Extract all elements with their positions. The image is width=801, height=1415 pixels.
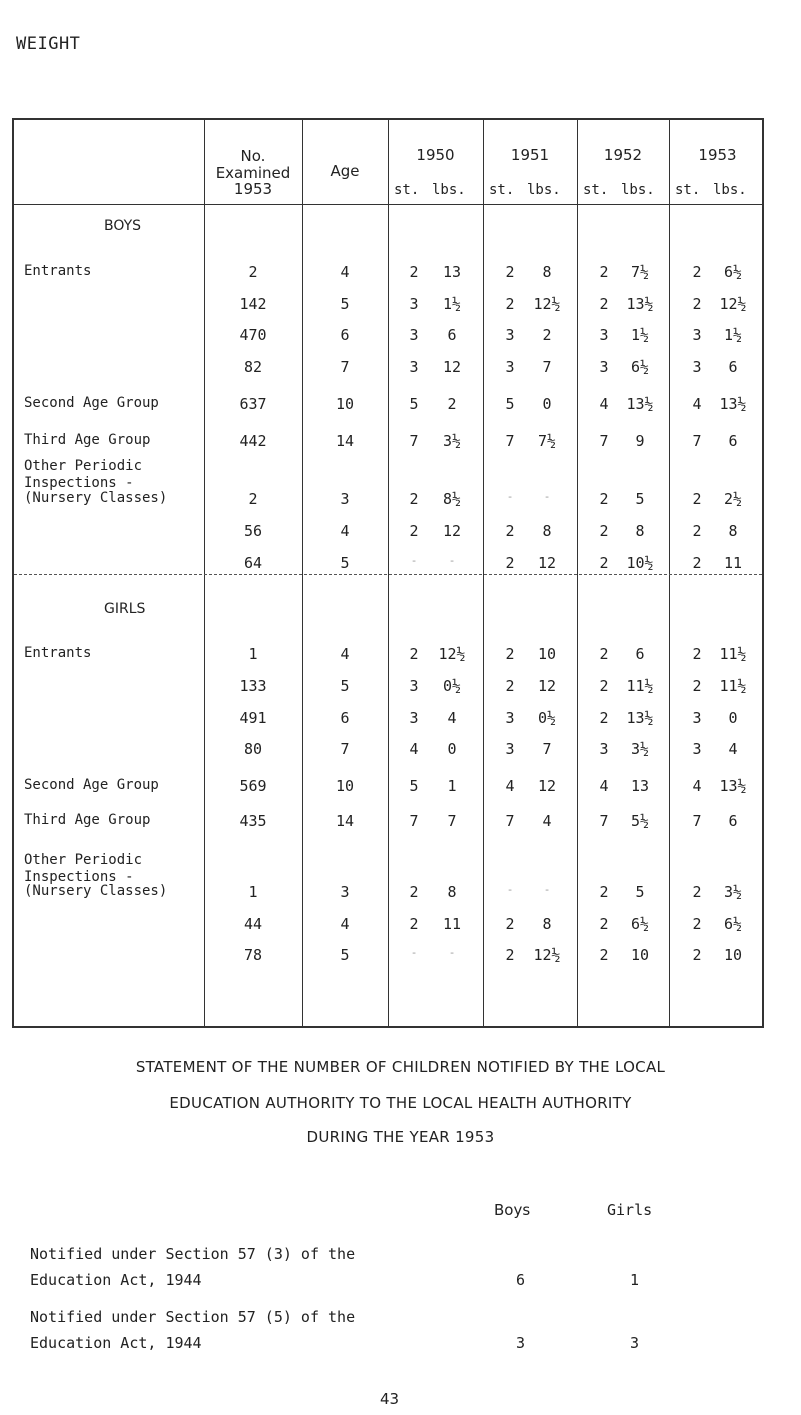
cell-pounds: 6 bbox=[635, 645, 645, 663]
cell-pounds: 6½ bbox=[723, 263, 743, 281]
row-number-examined: 1 bbox=[248, 645, 258, 663]
notify-item-2-line1: Notified under Section 57 (5) of the bbox=[30, 1308, 356, 1326]
cell-stones: 2 bbox=[505, 677, 515, 695]
cell-pounds: 8 bbox=[635, 522, 645, 540]
header-st: st. bbox=[675, 182, 701, 198]
cell-pounds: 7 bbox=[447, 812, 457, 830]
cell-pounds: 6 bbox=[728, 358, 738, 376]
section-separator bbox=[14, 574, 762, 575]
cell-pounds: 6 bbox=[447, 326, 457, 344]
cell-pounds: 6½ bbox=[723, 915, 743, 933]
row-number-examined: 470 bbox=[239, 326, 267, 344]
header-year: 1953 bbox=[698, 146, 737, 164]
cell-pounds: 1 bbox=[447, 777, 457, 795]
header-year: 1951 bbox=[510, 146, 550, 164]
cell-stones: 2 bbox=[409, 490, 419, 508]
cell-pounds: 0 bbox=[728, 709, 738, 727]
notify-item-2-girls: 3 bbox=[630, 1334, 640, 1352]
col-divider bbox=[669, 120, 670, 1026]
cell-stones: 7 bbox=[599, 432, 609, 450]
cell-pounds: 6½ bbox=[630, 358, 650, 376]
row-number-examined: 56 bbox=[243, 522, 263, 540]
cell-pounds: 12½ bbox=[533, 295, 561, 313]
row-age: 5 bbox=[340, 554, 350, 572]
cell-stones: 2 bbox=[692, 522, 702, 540]
notify-item-1-boys: 6 bbox=[516, 1271, 526, 1289]
notify-item-1-line2: Education Act, 1944 bbox=[30, 1271, 202, 1289]
cell-pounds: 12 bbox=[442, 358, 462, 376]
row-age: 3 bbox=[340, 883, 350, 901]
row-group-label: Second Age Group bbox=[24, 395, 159, 411]
cell-pounds: 12 bbox=[537, 554, 557, 572]
row-group-label: (Nursery Classes) bbox=[24, 490, 168, 506]
cell-pounds: 11½ bbox=[719, 677, 747, 695]
cell-stones: 5 bbox=[505, 395, 515, 413]
notify-item-1-girls: 1 bbox=[630, 1271, 640, 1289]
row-age: 6 bbox=[340, 326, 350, 344]
cell-pounds: 13½ bbox=[626, 295, 654, 313]
col-divider bbox=[388, 120, 389, 1026]
cell-stones: 7 bbox=[692, 812, 702, 830]
row-group-label: (Nursery Classes) bbox=[24, 883, 168, 899]
row-group-label: Third Age Group bbox=[24, 432, 151, 448]
row-group-label: Entrants bbox=[24, 645, 92, 661]
cell-stones: 2 bbox=[505, 263, 515, 281]
cell-stones: 3 bbox=[409, 295, 419, 313]
header-st: st. bbox=[489, 182, 515, 198]
row-number-examined: 1 bbox=[248, 883, 258, 901]
girls-label: GIRLS bbox=[104, 601, 146, 617]
cell-stones: 3 bbox=[409, 709, 419, 727]
row-age: 4 bbox=[340, 915, 350, 933]
cell-stones: - bbox=[410, 554, 418, 567]
cell-pounds: 2½ bbox=[723, 490, 743, 508]
cell-pounds: 0 bbox=[542, 395, 552, 413]
cell-stones: - bbox=[410, 946, 418, 959]
cell-stones: 2 bbox=[409, 522, 419, 540]
cell-stones: 3 bbox=[692, 358, 702, 376]
cell-pounds: 2 bbox=[447, 395, 457, 413]
cell-stones: 2 bbox=[692, 490, 702, 508]
header-st: st. bbox=[394, 182, 420, 198]
notify-item-2-boys: 3 bbox=[516, 1334, 526, 1352]
row-number-examined: 491 bbox=[239, 709, 267, 727]
cell-pounds: 10 bbox=[537, 645, 557, 663]
cell-stones: 2 bbox=[599, 522, 609, 540]
cell-stones: 2 bbox=[692, 645, 702, 663]
row-number-examined: 637 bbox=[239, 395, 267, 413]
cell-stones: 2 bbox=[505, 645, 515, 663]
cell-pounds: 11 bbox=[723, 554, 743, 572]
cell-pounds: 6 bbox=[728, 812, 738, 830]
cell-pounds: 6½ bbox=[630, 915, 650, 933]
header-lbs: lbs. bbox=[432, 182, 466, 198]
row-number-examined: 80 bbox=[243, 740, 263, 758]
cell-pounds: 9 bbox=[635, 432, 645, 450]
cell-stones: 2 bbox=[409, 915, 419, 933]
cell-stones: 2 bbox=[599, 295, 609, 313]
cell-stones: 2 bbox=[505, 946, 515, 964]
cell-stones: 7 bbox=[505, 812, 515, 830]
cell-pounds: 12 bbox=[537, 777, 557, 795]
cell-pounds: - bbox=[448, 554, 456, 567]
cell-pounds: 8 bbox=[542, 522, 552, 540]
cell-stones: 4 bbox=[409, 740, 419, 758]
cell-stones: 2 bbox=[505, 915, 515, 933]
row-age: 7 bbox=[340, 740, 350, 758]
cell-stones: 2 bbox=[692, 295, 702, 313]
cell-stones: 2 bbox=[599, 883, 609, 901]
cell-stones: 2 bbox=[599, 709, 609, 727]
statement-line-3: DURING THE YEAR 1953 bbox=[306, 1128, 495, 1146]
cell-stones: 4 bbox=[505, 777, 515, 795]
cell-pounds: 13½ bbox=[626, 709, 654, 727]
cell-stones: 5 bbox=[409, 777, 419, 795]
header-year: 1950 bbox=[416, 146, 455, 164]
header-lbs: lbs. bbox=[713, 182, 747, 198]
cell-stones: 7 bbox=[409, 812, 419, 830]
cell-pounds: 1½ bbox=[442, 295, 462, 313]
row-number-examined: 142 bbox=[239, 295, 267, 313]
cell-pounds: - bbox=[448, 946, 456, 959]
col-divider bbox=[483, 120, 484, 1026]
cell-pounds: 7 bbox=[542, 740, 552, 758]
cell-stones: 5 bbox=[409, 395, 419, 413]
cell-pounds: 12½ bbox=[533, 946, 561, 964]
cell-pounds: 7 bbox=[542, 358, 552, 376]
cell-stones: - bbox=[506, 883, 514, 896]
cell-pounds: 8 bbox=[542, 263, 552, 281]
cell-stones: 2 bbox=[505, 554, 515, 572]
cell-pounds: 13 bbox=[630, 777, 650, 795]
cell-stones: 2 bbox=[599, 677, 609, 695]
header-year: 1952 bbox=[603, 146, 643, 164]
cell-pounds: 5½ bbox=[630, 812, 650, 830]
cell-stones: 3 bbox=[505, 326, 515, 344]
cell-pounds: 6 bbox=[728, 432, 738, 450]
cell-stones: 7 bbox=[599, 812, 609, 830]
cell-pounds: 13 bbox=[442, 263, 462, 281]
other-periodic-label-girls: Other Periodic Inspections - bbox=[24, 852, 143, 885]
notify-item-2-line2: Education Act, 1944 bbox=[30, 1334, 202, 1352]
cell-stones: 2 bbox=[692, 554, 702, 572]
row-age: 7 bbox=[340, 358, 350, 376]
cell-stones: 2 bbox=[505, 522, 515, 540]
statement-line-1: STATEMENT OF THE NUMBER OF CHILDREN NOTIFIED BY THE LOCAL bbox=[135, 1058, 666, 1076]
cell-stones: 2 bbox=[692, 915, 702, 933]
cell-stones: 4 bbox=[692, 777, 702, 795]
cell-stones: 4 bbox=[599, 395, 609, 413]
row-age: 5 bbox=[340, 295, 350, 313]
cell-pounds: 8 bbox=[447, 883, 457, 901]
cell-pounds: 8½ bbox=[442, 490, 462, 508]
header-lbs: lbs. bbox=[621, 182, 655, 198]
cell-pounds: 0½ bbox=[537, 709, 557, 727]
cell-stones: 3 bbox=[505, 358, 515, 376]
cell-pounds: 12 bbox=[537, 677, 557, 695]
cell-stones: 4 bbox=[692, 395, 702, 413]
row-number-examined: 82 bbox=[243, 358, 263, 376]
cell-pounds: 11 bbox=[442, 915, 462, 933]
row-number-examined: 44 bbox=[243, 915, 263, 933]
cell-stones: 2 bbox=[599, 554, 609, 572]
cell-stones: 2 bbox=[599, 263, 609, 281]
col-divider bbox=[577, 120, 578, 1026]
cell-stones: 2 bbox=[599, 490, 609, 508]
cell-pounds: 12 bbox=[442, 522, 462, 540]
cell-pounds: 5 bbox=[635, 883, 645, 901]
cell-stones: 2 bbox=[409, 883, 419, 901]
page-number: 43 bbox=[380, 1390, 400, 1408]
page-title: WEIGHT bbox=[16, 34, 81, 54]
cell-pounds: 3½ bbox=[442, 432, 462, 450]
row-age: 10 bbox=[335, 777, 355, 795]
cell-pounds: 7½ bbox=[630, 263, 650, 281]
other-periodic-label-boys: Other Periodic Inspections - bbox=[24, 458, 143, 491]
cell-stones: 2 bbox=[599, 645, 609, 663]
cell-stones: 3 bbox=[505, 709, 515, 727]
cell-stones: - bbox=[506, 490, 514, 503]
header-st: st. bbox=[583, 182, 609, 198]
cell-pounds: - bbox=[543, 490, 551, 503]
weight-table: No. Examined 1953 Age 1950 st. lbs. 1951 st. lbs. 1952 st. lbs. 1953 st. lbs. BOYS GIRLS Other Periodic Inspections - Other Periodic Inspections - Entrants 2 4 2 13 2 8 2 7½ 2 6½ 142 5 3 1½ 2 12½ 2 13½ 2 12½ 470 6 3 6 3 2 3 1½ 3 1½ 82 7 3 12 3 7 3 6½ 3 6 Second Age Group 637 10 5 2 5 0 4 13½ 4 13½ Third Age Group 442 14 7 3½ 7 7½ 7 9 7 6 (Nursery Classes) 2 3 2 8½ - - 2 5 2 2½ 56 4 2 12 2 8 2 8 2 8 64 5 - - 2 12 2 10½ 2 11 Entrants 1 4 2 12½ 2 10 2 6 2 11½ 133 5 3 0½ 2 12 2 11½ 2 11½ 491 6 3 4 3 0½ 2 13½ 3 0 80 7 4 0 3 7 3 3½ 3 4 Second Age Group 569 10 5 1 4 12 4 13 4 13½ Third Age Group 435 14 7 7 7 4 7 5½ 7 6 (Nursery Classes) 1 3 2 8 - - 2 5 2 3½ 44 4 2 11 2 8 2 6½ 2 6½ 78 5 - - 2 12½ 2 10 2 10 bbox=[12, 118, 764, 1028]
cell-pounds: 4 bbox=[447, 709, 457, 727]
row-age: 14 bbox=[335, 812, 355, 830]
cell-stones: 3 bbox=[409, 326, 419, 344]
cell-pounds: 4 bbox=[728, 740, 738, 758]
header-lbs: lbs. bbox=[527, 182, 561, 198]
cell-pounds: 1½ bbox=[723, 326, 743, 344]
row-age: 4 bbox=[340, 263, 350, 281]
cell-pounds: 13½ bbox=[719, 777, 747, 795]
cell-stones: 2 bbox=[505, 295, 515, 313]
cell-stones: 2 bbox=[692, 263, 702, 281]
cell-stones: 2 bbox=[599, 946, 609, 964]
row-group-label: Third Age Group bbox=[24, 812, 151, 828]
cell-stones: 2 bbox=[599, 915, 609, 933]
cell-pounds: 4 bbox=[542, 812, 552, 830]
cell-pounds: 10 bbox=[630, 946, 650, 964]
cell-stones: 2 bbox=[692, 946, 702, 964]
cell-stones: 2 bbox=[692, 677, 702, 695]
cell-pounds: 10 bbox=[723, 946, 743, 964]
cell-stones: 2 bbox=[692, 883, 702, 901]
row-group-label: Second Age Group bbox=[24, 777, 159, 793]
statement-line-2: EDUCATION AUTHORITY TO THE LOCAL HEALTH AUTHORITY bbox=[169, 1094, 632, 1112]
cell-stones: 7 bbox=[505, 432, 515, 450]
cell-stones: 3 bbox=[692, 326, 702, 344]
cell-stones: 3 bbox=[505, 740, 515, 758]
notify-item-1-line1: Notified under Section 57 (3) of the bbox=[30, 1245, 356, 1263]
row-number-examined: 435 bbox=[239, 812, 267, 830]
row-age: 4 bbox=[340, 522, 350, 540]
row-age: 5 bbox=[340, 677, 350, 695]
cell-pounds: 3½ bbox=[723, 883, 743, 901]
row-age: 6 bbox=[340, 709, 350, 727]
cell-stones: 4 bbox=[599, 777, 609, 795]
cell-pounds: 0½ bbox=[442, 677, 462, 695]
row-age: 3 bbox=[340, 490, 350, 508]
row-number-examined: 2 bbox=[248, 490, 258, 508]
cell-pounds: 5 bbox=[635, 490, 645, 508]
cell-pounds: 8 bbox=[728, 522, 738, 540]
row-age: 14 bbox=[335, 432, 355, 450]
cell-pounds: 13½ bbox=[626, 395, 654, 413]
row-number-examined: 133 bbox=[239, 677, 267, 695]
cell-pounds: 11½ bbox=[719, 645, 747, 663]
col-boys-header: Boys bbox=[494, 1201, 531, 1219]
cell-stones: 2 bbox=[409, 645, 419, 663]
row-age: 10 bbox=[335, 395, 355, 413]
cell-pounds: 10½ bbox=[626, 554, 654, 572]
cell-stones: 3 bbox=[409, 358, 419, 376]
cell-pounds: 13½ bbox=[719, 395, 747, 413]
row-number-examined: 569 bbox=[239, 777, 267, 795]
cell-stones: 3 bbox=[692, 709, 702, 727]
cell-stones: 3 bbox=[599, 326, 609, 344]
cell-pounds: 1½ bbox=[630, 326, 650, 344]
cell-pounds: - bbox=[543, 883, 551, 896]
cell-pounds: 12½ bbox=[719, 295, 747, 313]
cell-pounds: 12½ bbox=[438, 645, 466, 663]
row-number-examined: 442 bbox=[239, 432, 267, 450]
boys-label: BOYS bbox=[104, 218, 142, 234]
cell-stones: 7 bbox=[692, 432, 702, 450]
col-girls-header: Girls bbox=[607, 1201, 653, 1219]
header-rule bbox=[14, 204, 762, 205]
row-number-examined: 64 bbox=[243, 554, 263, 572]
row-age: 4 bbox=[340, 645, 350, 663]
row-age: 5 bbox=[340, 946, 350, 964]
cell-stones: 3 bbox=[599, 740, 609, 758]
cell-pounds: 7½ bbox=[537, 432, 557, 450]
cell-stones: 3 bbox=[409, 677, 419, 695]
cell-pounds: 8 bbox=[542, 915, 552, 933]
header-age: Age bbox=[330, 162, 360, 180]
cell-pounds: 11½ bbox=[626, 677, 654, 695]
cell-pounds: 2 bbox=[542, 326, 552, 344]
row-number-examined: 78 bbox=[243, 946, 263, 964]
cell-pounds: 0 bbox=[447, 740, 457, 758]
cell-stones: 3 bbox=[692, 740, 702, 758]
cell-stones: 3 bbox=[599, 358, 609, 376]
cell-stones: 7 bbox=[409, 432, 419, 450]
row-number-examined: 2 bbox=[248, 263, 258, 281]
row-group-label: Entrants bbox=[24, 263, 92, 279]
cell-stones: 2 bbox=[409, 263, 419, 281]
cell-pounds: 3½ bbox=[630, 740, 650, 758]
